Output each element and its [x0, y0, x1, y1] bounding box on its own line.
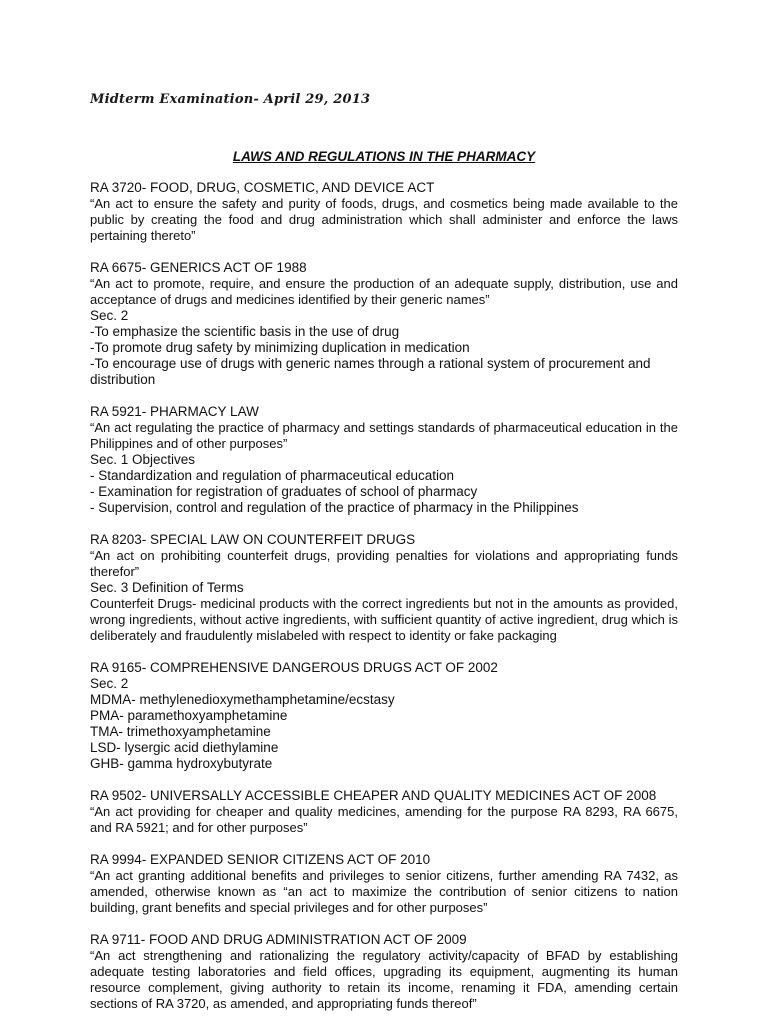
law-title: RA 3720- FOOD, DRUG, COSMETIC, AND DEVICE ACT: [90, 180, 435, 195]
law-line: -To promote drug safety by minimizing duplication in medication: [90, 340, 470, 355]
law-description: “An act granting additional benefits and privileges to senior citizens, further amending RA 7432, as amended, otherwise known as “an act to maximize the contribution of senior citizens to nation building, grant benefits and special privileges and for other purposes”: [90, 868, 678, 915]
law-line: - Examination for registration of graduates of school of pharmacy: [90, 484, 478, 499]
law-line: LSD- lysergic acid diethylamine: [90, 740, 279, 755]
law-title: RA 9994- EXPANDED SENIOR CITIZENS ACT OF 2010: [90, 852, 431, 867]
law-line: Sec. 2: [90, 308, 129, 323]
law-line: PMA- paramethoxyamphetamine: [90, 708, 288, 723]
law-line: - Supervision, control and regulation of the practice of pharmacy in the Philippines: [90, 500, 579, 515]
law-section: [90, 932, 678, 1012]
law-title: RA 9165- COMPREHENSIVE DANGEROUS DRUGS ACT OF 2002: [90, 660, 498, 675]
law-definition: Counterfeit Drugs- medicinal products with the correct ingredients but not in the amounts as provided, wrong ingredients, without active ingredients, with sufficient quantity of active ingredient, drug which is deliberately and fraudulently mislabeled with respect to identity or fake packaging: [90, 596, 678, 643]
law-description: “An act providing for cheaper and quality medicines, amending for the purpose RA 8293, RA 6675, and RA 5921; and for other purposes”: [90, 804, 678, 835]
document-body: [90, 180, 678, 1028]
law-description: “An act on prohibiting counterfeit drugs, providing penalties for violations and appropriating funds therefor”: [90, 548, 678, 579]
law-description: “An act strengthening and rationalizing the regulatory activity/capacity of BFAD by establishing adequate testing laboratories and field offices, upgrading its equipment, augmenting its human resource complement, giving authority to retain its income, renaming it FDA, amending certain sections of RA 3720, as amended, and appropriating funds thereof”: [90, 948, 678, 1011]
law-title: RA 9711- FOOD AND DRUG ADMINISTRATION ACT OF 2009: [90, 932, 467, 947]
law-line: Sec. 1 Objectives: [90, 452, 196, 467]
law-section: [90, 532, 678, 644]
law-title: RA 8203- SPECIAL LAW ON COUNTERFEIT DRUGS: [90, 532, 416, 547]
law-line: -To encourage use of drugs with generic names through a rational system of procurement and distribution: [90, 356, 651, 387]
law-line: MDMA- methylenedioxymethamphetamine/ecstasy: [90, 692, 395, 707]
law-title: RA 6675- GENERICS ACT OF 1988: [90, 260, 307, 275]
law-line: - Standardization and regulation of pharmaceutical education: [90, 468, 454, 483]
law-line: -To emphasize the scientific basis in the use of drug: [90, 324, 400, 339]
law-section: [90, 852, 678, 916]
law-description: “An act to ensure the safety and purity of foods, drugs, and cosmetics being made available to the public by creating the food and drug administration which shall administer and enforce the laws pertaining thereto”: [90, 196, 678, 243]
law-description: “An act to promote, require, and ensure the production of an adequate supply, distribution, use and acceptance of drugs and medicines identified by their generic names”: [90, 276, 678, 307]
law-section: [90, 788, 678, 836]
law-description: “An act regulating the practice of pharmacy and settings standards of pharmaceutical education in the Philippines and of other purposes”: [90, 420, 678, 451]
law-title: RA 9502- UNIVERSALLY ACCESSIBLE CHEAPER AND QUALITY MEDICINES ACT OF 2008: [90, 788, 657, 803]
law-line: Sec. 3 Definition of Terms: [90, 580, 244, 595]
law-line: Sec. 2: [90, 676, 129, 691]
law-section: [90, 660, 678, 772]
law-section: [90, 180, 678, 244]
document-title: LAWS AND REGULATIONS IN THE PHARMACY: [232, 149, 536, 164]
law-line: GHB- gamma hydroxybutyrate: [90, 756, 273, 771]
law-section: [90, 260, 678, 388]
law-title: RA 5921- PHARMACY LAW: [90, 404, 259, 419]
law-section: [90, 404, 678, 516]
exam-header: Midterm Examination- April 29, 2013: [90, 92, 371, 107]
law-line: TMA- trimethoxyamphetamine: [90, 724, 271, 739]
